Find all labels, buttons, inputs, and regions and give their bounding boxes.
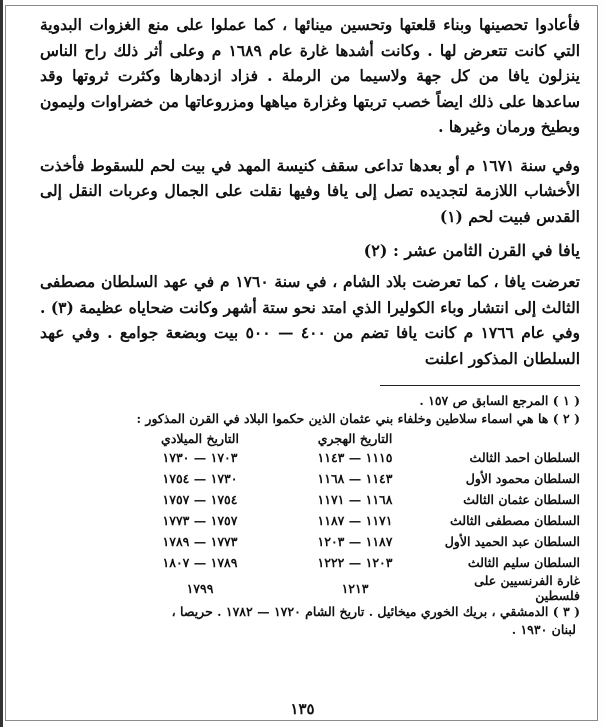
book-page: [40, 12, 580, 639]
hijri-range: ١٢١٣: [341, 580, 369, 596]
miladi-range: ١٧٣٠ — ١٧٥٤: [162, 471, 238, 486]
miladi-range: ١٧٥٤ — ١٧٥٧: [162, 492, 238, 507]
header-hijri: التاريخ الهجري: [317, 431, 393, 446]
ruler-name: السلطان عثمان الثالث: [463, 492, 580, 507]
hijri-range: ١١١٥ — ١١٤٣: [317, 450, 393, 465]
table-row: [120, 552, 580, 573]
rulers-table-header: [120, 430, 580, 447]
ruler-name: السلطان سليم الثالث: [467, 555, 580, 570]
ruler-name: السلطان عبد الحميد الأول: [444, 534, 580, 549]
footnote-1: ( ١ ) المرجع السابق ص ١٥٧ .: [419, 393, 580, 408]
footnote-2: ( ٢ ) ها هي اسماء سلاطين وخلفاء بني عثمان الذين حكموا البلاد في القرن المذكور :: [136, 411, 580, 426]
footnote-3-continuation: لبنان ١٩٣٠ .: [511, 622, 576, 637]
paragraph-2: وفي سنة ١٦٧١ م أو بعدها تداعى سقف كنيسة المهد في بيت لحم للسقوط فأخذت الأخشاب اللازمة لتجديده تصل إلى يافا وفيها نقلت على الجمال وعربات النقل إلى القدس فبيت لحم (١): [40, 155, 580, 226]
hijri-range: ١١٨٧ — ١٢٠٣: [317, 534, 393, 549]
miladi-range: ١٧٠٣ — ١٧٣٠: [162, 450, 238, 465]
header-miladi: التاريخ الميلادي: [161, 431, 239, 446]
paragraph-1: فأعادوا تحصينها وبناء قلعتها وتحسين مينائها ، كما عملوا على منع الغزوات البدوية التي كانت تتعرض لها . وكانت أشدها غارة عام ١٦٨٩ م وعلى أثر ذلك راح الناس ينزلون يافا من كل جهة ولاسيما من الرملة . فزاد ازدهارها وكثرت ثروتها وقد ساعدها على ذلك ايضاً خصب تربتها وغزارة مياهها ومزروعاتها من خضراوات وليمون وبطيخ ورمان وغيرها .: [40, 15, 581, 136]
table-row: [120, 531, 580, 552]
ruler-name: غارة الفرنسيين على فلسطين: [474, 573, 580, 603]
page-number: ١٣٥: [290, 700, 315, 718]
ruler-name: السلطان مصطفى الثالث: [450, 513, 580, 528]
ruler-name: السلطان احمد الثالث: [469, 450, 580, 465]
table-row: [120, 468, 580, 489]
hijri-range: ١١٦٨ — ١١٧١: [317, 492, 393, 507]
table-row: [120, 573, 580, 603]
footnote-3: ( ٣ ) الدمشقي ، بريك الخوري ميخائيل . تاريخ الشام ١٧٢٠ — ١٧٨٢ . حريصا ،: [171, 604, 580, 619]
hijri-range: ١١٧١ — ١١٨٧: [317, 513, 393, 528]
scan-edge-mark: [0, 0, 3, 727]
miladi-range: ١٧٩٩: [186, 580, 214, 596]
miladi-range: ١٧٨٩ — ١٨٠٧: [162, 555, 238, 570]
section-paragraph: تعرضت يافا ، كما تعرضت بلاد الشام ، في سنة ١٧٦٠ م في عهد السلطان مصطفى الثالث إلى انتشار وباء الكوليرا الذي امتد نحو ستة أشهر وكانت ضحاياه عظيمة (٣) . وفي عام ١٧٦٦ م كانت يافا تضم من ٤٠٠ — ٥٠٠ بيت وبضعة جوامع . وفي عهد السلطان المذكور اعلنت: [40, 272, 580, 368]
header-name: [430, 430, 580, 447]
section-heading: يافا في القرن الثامن عشر : (٢): [363, 241, 580, 260]
miladi-range: ١٧٥٧ — ١٧٧٣: [162, 513, 238, 528]
rulers-table: [120, 430, 580, 603]
miladi-range: ١٧٧٣ — ١٧٨٩: [162, 534, 238, 549]
hijri-range: ١١٤٣ — ١١٦٨: [317, 471, 393, 486]
table-row: [120, 447, 580, 468]
table-row: [120, 510, 580, 531]
hijri-range: ١٢٠٣ — ١٢٢٢: [317, 555, 393, 570]
footnote-separator: [380, 385, 580, 386]
ruler-name: السلطان محمود الأول: [465, 471, 580, 486]
table-row: [120, 489, 580, 510]
